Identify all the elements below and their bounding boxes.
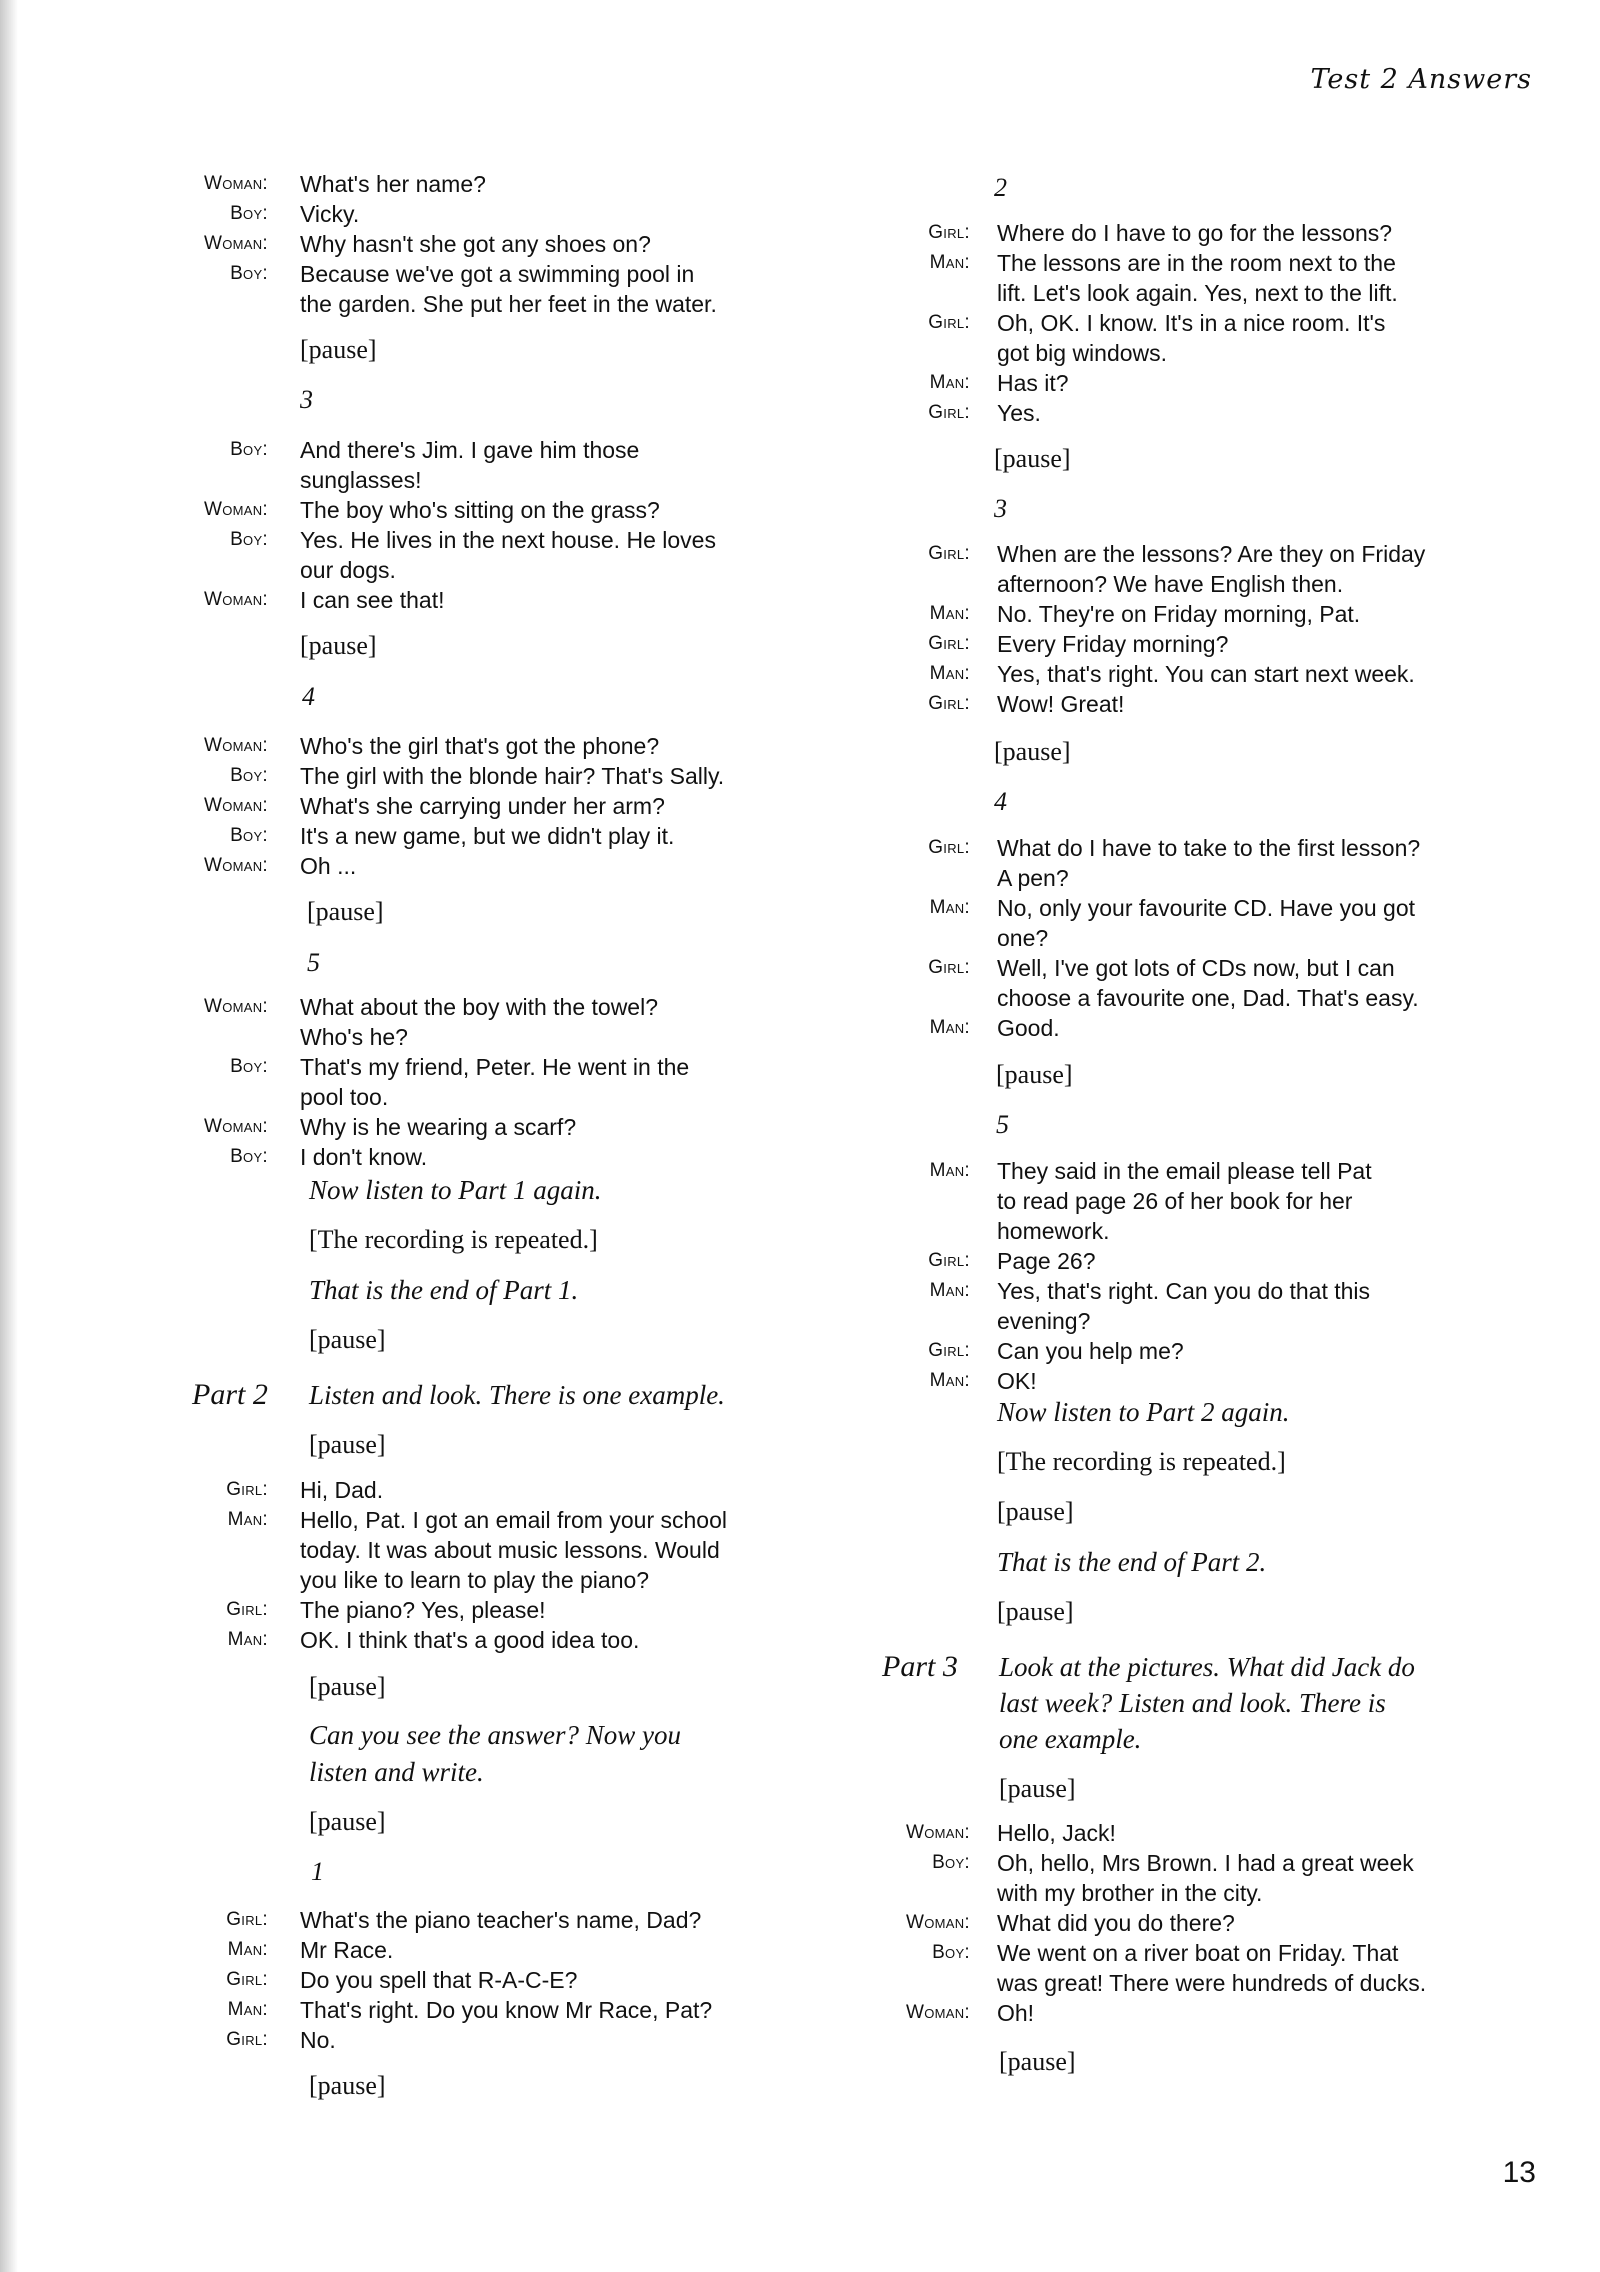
dialogue-turn <box>800 398 1590 428</box>
dialogue-line: the garden. She put her feet in the water. <box>300 291 717 317</box>
speaker-label: Boy: <box>230 765 268 786</box>
dialogue-line: pool too. <box>300 1084 389 1110</box>
dialogue-turn <box>0 851 800 881</box>
dialogue-turn <box>0 495 800 525</box>
right-pause-4: [pause] <box>997 1497 1074 1526</box>
dialogue-line: OK! <box>997 1368 1037 1394</box>
end-of-part1: That is the end of Part 1. <box>309 1275 579 1305</box>
dialogue-turn <box>800 659 1590 689</box>
left-pause-8: [pause] <box>309 2071 386 2100</box>
speaker-label: Boy: <box>230 825 268 846</box>
dialogue-line: We went on a river boat on Friday. That <box>997 1940 1399 1966</box>
left-item-number-3: 3 <box>300 385 313 414</box>
dialogue-line: And there's Jim. I gave him those <box>300 437 640 463</box>
dialogue-line: When are the lessons? Are they on Friday <box>997 541 1426 567</box>
speaker-label: Boy: <box>932 1852 970 1873</box>
listen-again-part2: Now listen to Part 2 again. <box>997 1397 1290 1427</box>
dialogue-line: Do you spell that R-A-C-E? <box>300 1967 578 1993</box>
dialogue-line: our dogs. <box>300 557 396 583</box>
part3-instruction-line-3: one example. <box>999 1724 1142 1754</box>
speaker-label: Woman: <box>905 1822 970 1843</box>
dialogue-line: you like to learn to play the piano? <box>300 1567 650 1593</box>
dialogue-turn <box>800 248 1590 308</box>
listen-again-part1: Now listen to Part 1 again. <box>309 1175 602 1205</box>
dialogue-line: got big windows. <box>997 340 1168 366</box>
speaker-label: Boy: <box>932 1942 970 1963</box>
speaker-label: Man: <box>227 1999 268 2020</box>
speaker-label: Girl: <box>928 837 970 858</box>
speaker-label: Girl: <box>928 957 970 978</box>
dialogue-line: Hi, Dad. <box>300 1477 384 1503</box>
dialogue-turn <box>800 218 1590 248</box>
speaker-label: Man: <box>929 372 970 393</box>
right-item-number-4: 4 <box>994 787 1007 816</box>
dialogue-turn <box>800 1013 1590 1043</box>
recording-repeated-2: [The recording is repeated.] <box>997 1447 1286 1476</box>
dialogue-line: Wow! Great! <box>997 691 1125 717</box>
dialogue-line: Oh, hello, Mrs Brown. I had a great week <box>997 1850 1414 1876</box>
speaker-label: Man: <box>227 1939 268 1960</box>
can-you-see-line-1: Can you see the answer? Now you <box>309 1720 681 1750</box>
speaker-label: Man: <box>929 663 970 684</box>
dialogue-line: Where do I have to go for the lessons? <box>997 220 1393 246</box>
speaker-label: Woman: <box>905 1912 970 1933</box>
speaker-label: Girl: <box>226 2029 268 2050</box>
dialogue-turn <box>0 1112 800 1142</box>
dialogue-turn <box>0 1475 800 1505</box>
dialogue-line: evening? <box>997 1308 1091 1334</box>
dialogue-turn <box>0 1052 800 1112</box>
dialogue-turn <box>800 833 1590 893</box>
dialogue-line: No. They're on Friday morning, Pat. <box>997 601 1361 627</box>
dialogue-line: Hello, Jack! <box>997 1820 1116 1846</box>
dialogue-turn <box>0 1142 800 1172</box>
dialogue-turn <box>0 435 800 495</box>
speaker-label: Girl: <box>928 312 970 333</box>
dialogue-turn <box>800 629 1590 659</box>
speaker-label: Woman: <box>203 173 268 194</box>
dialogue-turn <box>0 1625 800 1655</box>
dialogue-turn <box>800 1366 1590 1396</box>
dialogue-line: Hello, Pat. I got an email from your school <box>300 1507 727 1533</box>
part3-heading: Part 3 <box>882 1650 958 1683</box>
dialogue-turn <box>800 599 1590 629</box>
dialogue-line: Yes. He lives in the next house. He loves <box>300 527 716 553</box>
dialogue-line: The piano? Yes, please! <box>300 1597 546 1623</box>
dialogue-line: with my brother in the city. <box>997 1880 1263 1906</box>
dialogue-line: Vicky. <box>300 201 360 227</box>
dialogue-turn <box>800 1908 1590 1938</box>
dialogue-line: What do I have to take to the first lesson? <box>997 835 1421 861</box>
speaker-label: Man: <box>929 897 970 918</box>
end-of-part2: That is the end of Part 2. <box>997 1547 1267 1577</box>
dialogue-turn <box>0 199 800 229</box>
dialogue-line: The girl with the blonde hair? That's Sally. <box>300 763 725 789</box>
dialogue-turn <box>800 893 1590 953</box>
speaker-label: Woman: <box>203 735 268 756</box>
dialogue-line: choose a favourite one, Dad. That's easy. <box>997 985 1419 1011</box>
speaker-label: Girl: <box>928 633 970 654</box>
right-pause-6: [pause] <box>999 1774 1076 1803</box>
dialogue-turn <box>0 2025 800 2055</box>
dialogue-turn <box>800 308 1590 368</box>
dialogue-line: Yes. <box>997 400 1041 426</box>
dialogue-line: They said in the email please tell Pat <box>997 1158 1372 1184</box>
dialogue-line: Who's he? <box>300 1024 408 1050</box>
part3-instruction-line-1: Look at the pictures. What did Jack do <box>999 1652 1415 1682</box>
dialogue-turn <box>0 1505 800 1595</box>
left-pause-6: [pause] <box>309 1672 386 1701</box>
dialogue-line: That's right. Do you know Mr Race, Pat? <box>300 1997 713 2023</box>
dialogue-turn <box>800 1336 1590 1366</box>
dialogue-line: today. It was about music lessons. Would <box>300 1537 720 1563</box>
speaker-label: Man: <box>929 1280 970 1301</box>
speaker-label: Woman: <box>203 795 268 816</box>
dialogue-line: What's her name? <box>300 171 486 197</box>
speaker-label: Boy: <box>230 1056 268 1077</box>
speaker-label: Man: <box>227 1629 268 1650</box>
dialogue-turn <box>0 525 800 585</box>
part2-heading: Part 2 <box>192 1378 268 1411</box>
speaker-label: Girl: <box>226 1909 268 1930</box>
dialogue-turn <box>0 1595 800 1625</box>
right-item-number-3: 3 <box>994 494 1007 523</box>
dialogue-turn <box>800 953 1590 1013</box>
speaker-label: Boy: <box>230 203 268 224</box>
dialogue-turn <box>0 731 800 761</box>
dialogue-line: Mr Race. <box>300 1937 394 1963</box>
can-you-see-line-2: listen and write. <box>309 1757 484 1787</box>
dialogue-line: No. <box>300 2027 336 2053</box>
dialogue-turn <box>0 1995 800 2025</box>
left-pause-3: [pause] <box>307 897 384 926</box>
right-pause-1: [pause] <box>994 444 1071 473</box>
left-item-number-4: 4 <box>302 682 315 711</box>
speaker-label: Man: <box>929 252 970 273</box>
dialogue-line: Well, I've got lots of CDs now, but I can <box>997 955 1395 981</box>
speaker-label: Man: <box>929 603 970 624</box>
dialogue-line: to read page 26 of her book for her <box>997 1188 1353 1214</box>
dialogue-line: Why is he wearing a scarf? <box>300 1114 577 1140</box>
part3-instruction-line-2: last week? Listen and look. There is <box>999 1688 1386 1718</box>
dialogue-turn <box>0 229 800 259</box>
right-item-number-5: 5 <box>996 1110 1009 1139</box>
dialogue-line: homework. <box>997 1218 1110 1244</box>
dialogue-line: Has it? <box>997 370 1069 396</box>
speaker-label: Boy: <box>230 529 268 550</box>
running-header: Test 2 Answers <box>1310 64 1532 95</box>
dialogue-turn <box>0 1935 800 1965</box>
speaker-label: Girl: <box>928 543 970 564</box>
dialogue-line: That's my friend, Peter. He went in the <box>300 1054 690 1080</box>
speaker-label: Woman: <box>203 589 268 610</box>
dialogue-line: one? <box>997 925 1049 951</box>
speaker-label: Man: <box>929 1017 970 1038</box>
dialogue-turn <box>0 761 800 791</box>
dialogue-turn <box>800 689 1590 719</box>
speaker-label: Woman: <box>203 855 268 876</box>
right-pause-5: [pause] <box>997 1597 1074 1626</box>
dialogue-line: The lessons are in the room next to the <box>997 250 1396 276</box>
dialogue-turn <box>0 1965 800 1995</box>
dialogue-line: Who's the girl that's got the phone? <box>300 733 660 759</box>
dialogue-turn <box>800 1848 1590 1908</box>
dialogue-line: It's a new game, but we didn't play it. <box>300 823 675 849</box>
speaker-label: Boy: <box>230 1146 268 1167</box>
dialogue-turn <box>800 1938 1590 1998</box>
dialogue-line: was great! There were hundreds of ducks. <box>997 1970 1427 1996</box>
dialogue-line: sunglasses! <box>300 467 422 493</box>
dialogue-line: Page 26? <box>997 1248 1096 1274</box>
dialogue-turn <box>800 1998 1590 2028</box>
speaker-label: Woman: <box>203 996 268 1017</box>
dialogue-turn <box>800 539 1590 599</box>
speaker-label: Woman: <box>203 1116 268 1137</box>
dialogue-turn <box>0 1905 800 1935</box>
dialogue-line: Because we've got a swimming pool in <box>300 261 695 287</box>
part2-instruction: Listen and look. There is one example. <box>309 1380 725 1410</box>
dialogue-line: What did you do there? <box>997 1910 1235 1936</box>
left-pause-7: [pause] <box>309 1807 386 1836</box>
dialogue-line: lift. Let's look again. Yes, next to the lift. <box>997 280 1398 306</box>
dialogue-line: A pen? <box>997 865 1069 891</box>
dialogue-line: What about the boy with the towel? <box>300 994 658 1020</box>
dialogue-line: Every Friday morning? <box>997 631 1229 657</box>
dialogue-turn <box>0 992 800 1052</box>
speaker-label: Man: <box>929 1370 970 1391</box>
speaker-label: Boy: <box>230 439 268 460</box>
page-number: 13 <box>1502 2156 1536 2189</box>
dialogue-turn <box>800 1156 1590 1246</box>
dialogue-turn <box>800 1246 1590 1276</box>
dialogue-turn <box>0 585 800 615</box>
speaker-label: Girl: <box>928 1340 970 1361</box>
dialogue-line: afternoon? We have English then. <box>997 571 1344 597</box>
dialogue-line: OK. I think that's a good idea too. <box>300 1627 640 1653</box>
dialogue-turn <box>0 169 800 199</box>
left-item-number-1: 1 <box>311 1857 324 1886</box>
left-pause-2: [pause] <box>300 631 377 660</box>
dialogue-line: Oh ... <box>300 853 357 879</box>
dialogue-line: I don't know. <box>300 1144 428 1170</box>
speaker-label: Girl: <box>928 222 970 243</box>
speaker-label: Girl: <box>928 1250 970 1271</box>
dialogue-line: Yes, that's right. Can you do that this <box>997 1278 1371 1304</box>
dialogue-line: What's the piano teacher's name, Dad? <box>300 1907 702 1933</box>
dialogue-line: Oh, OK. I know. It's in a nice room. It's <box>997 310 1386 336</box>
speaker-label: Girl: <box>226 1969 268 1990</box>
left-pause-1: [pause] <box>300 335 377 364</box>
speaker-label: Girl: <box>226 1599 268 1620</box>
dialogue-line: Why hasn't she got any shoes on? <box>300 231 651 257</box>
dialogue-line: The boy who's sitting on the grass? <box>300 497 660 523</box>
speaker-label: Woman: <box>203 499 268 520</box>
right-pause-3: [pause] <box>996 1060 1073 1089</box>
dialogue-turn <box>0 821 800 851</box>
dialogue-turn <box>0 259 800 319</box>
dialogue-line: Good. <box>997 1015 1060 1041</box>
right-item-number-2: 2 <box>994 173 1007 202</box>
dialogue-line: Oh! <box>997 2000 1035 2026</box>
left-pause-4: [pause] <box>309 1325 386 1354</box>
speaker-label: Man: <box>929 1160 970 1181</box>
speaker-label: Woman: <box>203 233 268 254</box>
dialogue-line: I can see that! <box>300 587 445 613</box>
speaker-label: Boy: <box>230 263 268 284</box>
speaker-label: Girl: <box>226 1479 268 1500</box>
right-pause-7: [pause] <box>999 2047 1076 2076</box>
left-pause-5: [pause] <box>309 1430 386 1459</box>
right-pause-2: [pause] <box>994 737 1071 766</box>
left-item-number-5: 5 <box>307 948 320 977</box>
dialogue-turn <box>800 1818 1590 1848</box>
dialogue-line: Yes, that's right. You can start next week. <box>997 661 1415 687</box>
dialogue-turn <box>800 368 1590 398</box>
speaker-label: Woman: <box>905 2002 970 2023</box>
dialogue-turn <box>800 1276 1590 1336</box>
dialogue-line: Can you help me? <box>997 1338 1184 1364</box>
speaker-label: Girl: <box>928 693 970 714</box>
dialogue-turn <box>0 791 800 821</box>
speaker-label: Girl: <box>928 402 970 423</box>
dialogue-line: What's she carrying under her arm? <box>300 793 665 819</box>
speaker-label: Man: <box>227 1509 268 1530</box>
recording-repeated-1: [The recording is repeated.] <box>309 1225 598 1254</box>
dialogue-line: No, only your favourite CD. Have you got <box>997 895 1416 921</box>
